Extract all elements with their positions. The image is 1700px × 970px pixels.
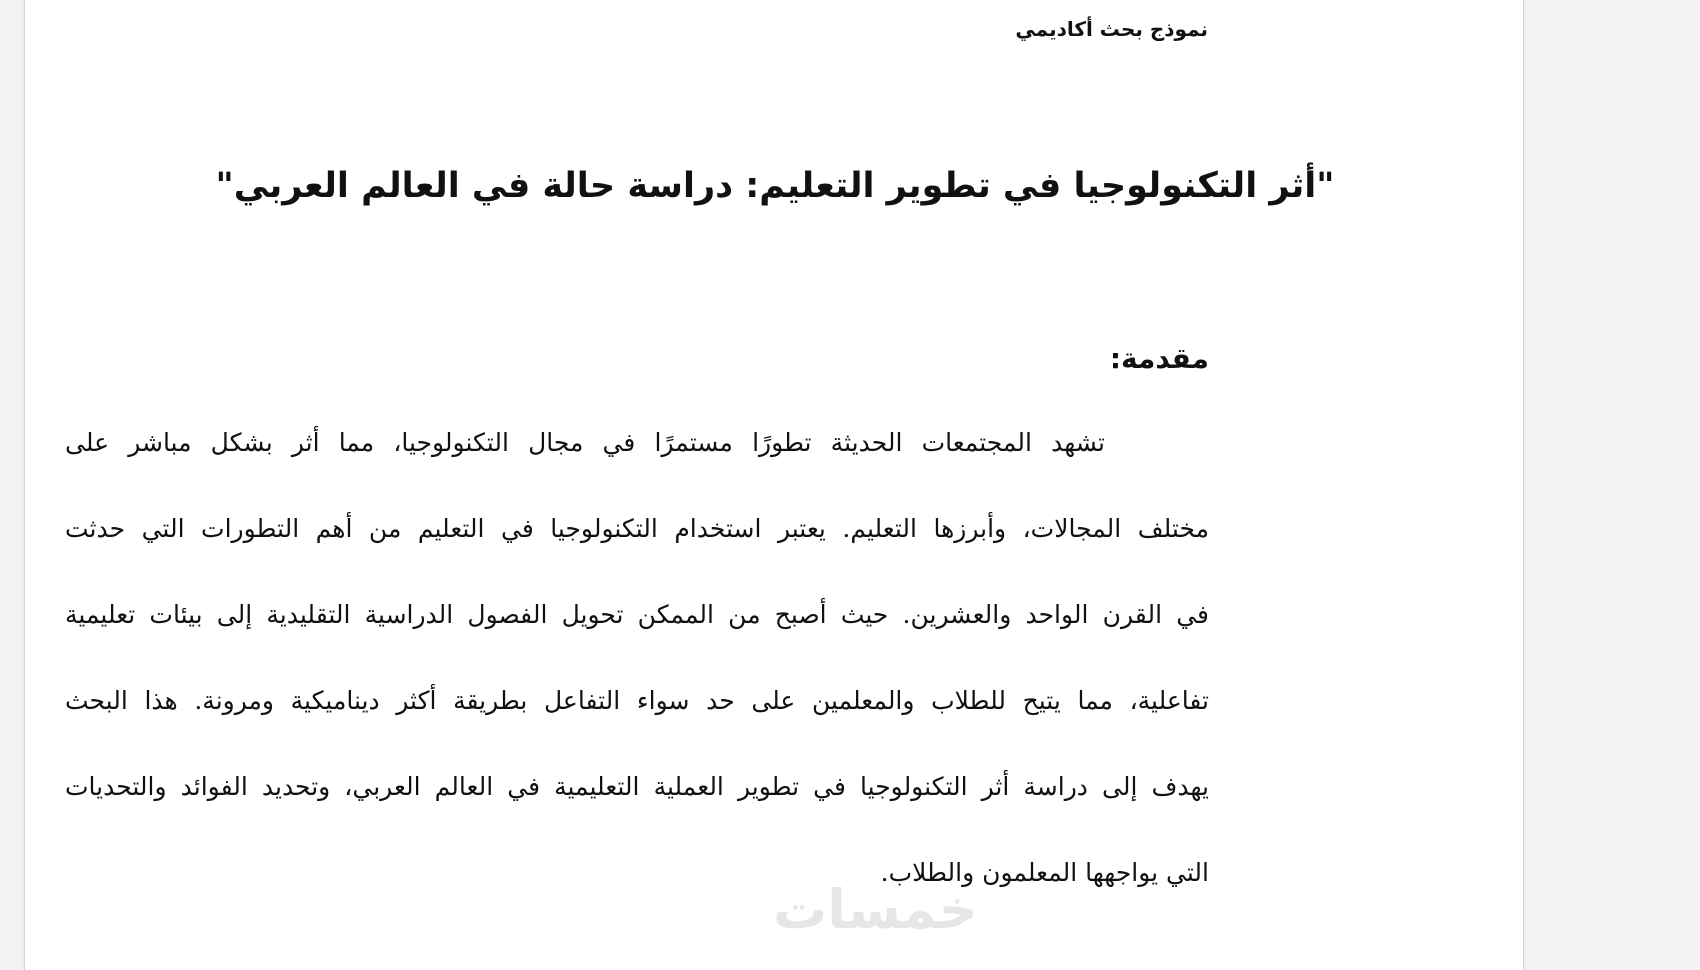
paragraph-line-2: مختلف المجالات، وأبرزها التعليم. يعتبر استخدام التكنولوجيا في التعليم من أهم التطورات التي حدثت: [65, 514, 1209, 543]
section-heading-introduction: مقدمة:: [1109, 342, 1209, 375]
paragraph-line-5: يهدف إلى دراسة أثر التكنولوجيا في تطوير العملية التعليمية في العالم العربي، وتحديد الفوائد والتحديات: [65, 772, 1209, 801]
paragraph-line-3: في القرن الواحد والعشرين. حيث أصبح من الممكن تحويل الفصول الدراسية التقليدية إلى بيئات تعليمية: [65, 600, 1209, 629]
khamsat-watermark: خمسات: [773, 878, 978, 941]
introduction-paragraph: [65, 400, 1209, 916]
paragraph-line-4: تفاعلية، مما يتيح للطلاب والمعلمين على حد سواء التفاعل بطريقة أكثر ديناميكية ومرونة. هذا البحث: [65, 686, 1209, 715]
header-label: نموذج بحث أكاديمي: [1015, 17, 1208, 41]
paragraph-line-6: التي يواجهها المعلمون والطلاب.: [880, 858, 1209, 887]
document-page[interactable]: [24, 0, 1524, 970]
document-title: "أثر التكنولوجيا في تطوير التعليم: دراسة حالة في العالم العربي": [215, 166, 1335, 206]
paragraph-line-1: تشهد المجتمعات الحديثة تطورًا مستمرًا في مجال التكنولوجيا، مما أثر بشكل مباشر على: [65, 428, 1105, 457]
